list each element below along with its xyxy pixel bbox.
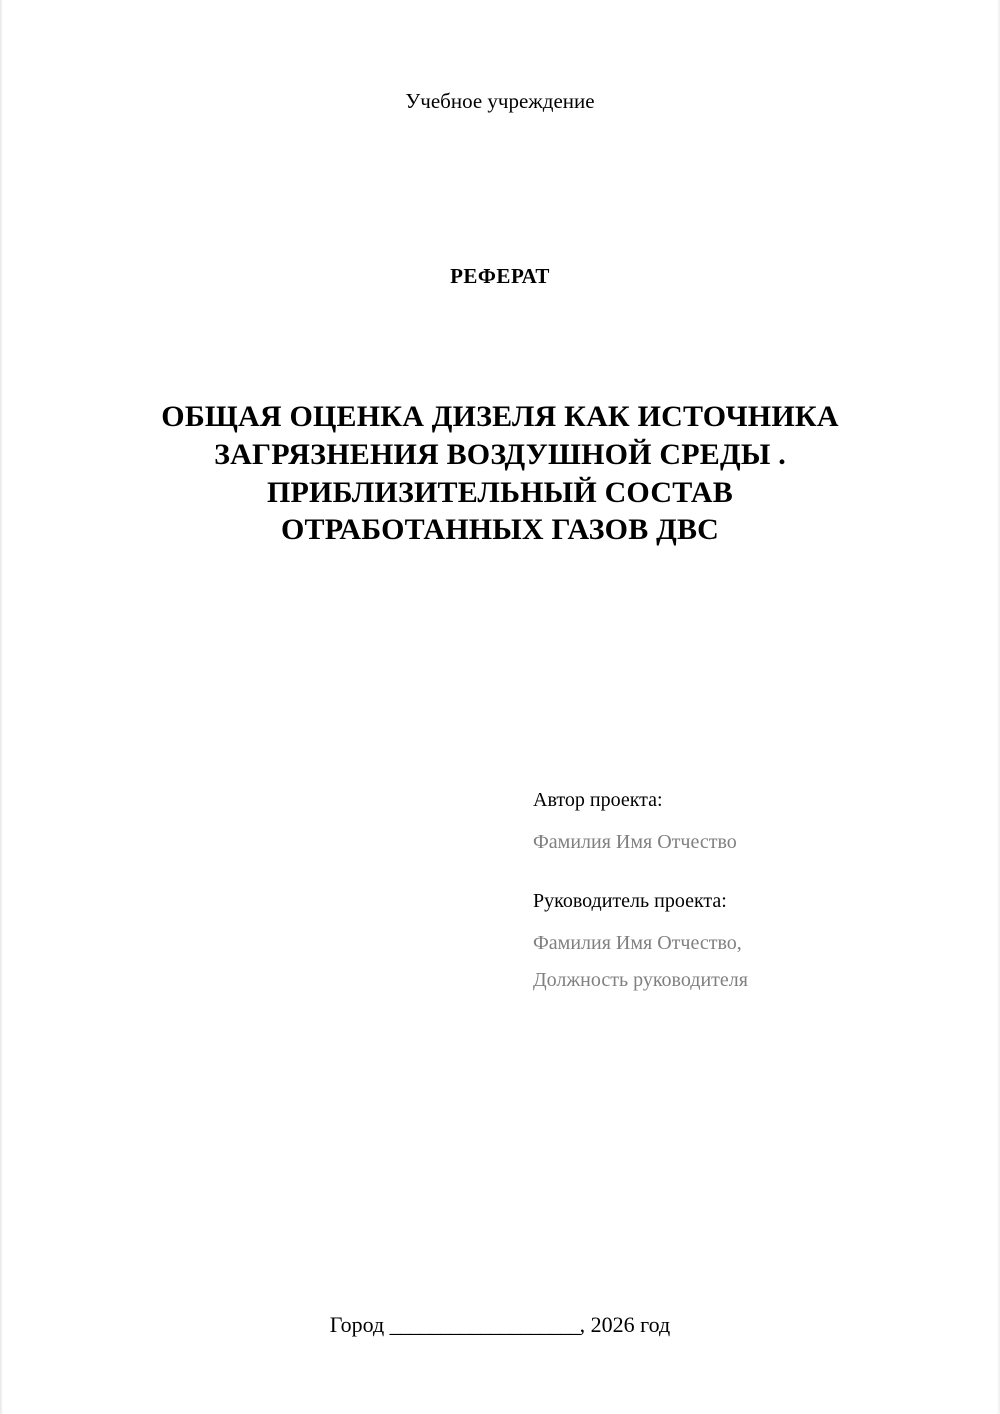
supervisor-value-position: Должность руководителя (533, 969, 748, 991)
footer-city-label: Город (329, 1312, 385, 1337)
credits-block (533, 786, 933, 1025)
document-type-heading: РЕФЕРАТ (450, 264, 550, 288)
page-title: ОБЩАЯ ОЦЕНКА ДИЗЕЛЯ КАК ИСТОЧНИКА ЗАГРЯЗНЕНИЯ ВОЗДУШНОЙ СРЕДЫ . ПРИБЛИЗИТЕЛЬНЫЙ СОСТАВ ОТРАБОТАННЫХ ГАЗОВ ДВС (161, 400, 839, 547)
author-value: Фамилия Имя Отчество (533, 831, 737, 853)
supervisor-block (533, 887, 933, 995)
author-block (533, 786, 933, 857)
footer-blank-line: ___________________ (389, 1312, 580, 1337)
supervisor-label: Руководитель проекта: (533, 890, 727, 912)
footer-year: , 2026 год (579, 1312, 671, 1337)
supervisor-value-name: Фамилия Имя Отчество, (533, 932, 742, 954)
institution-name: Учебное учреждение (405, 89, 595, 113)
author-label: Автор проекта: (533, 789, 663, 811)
page-footer (0, 1312, 1000, 1338)
